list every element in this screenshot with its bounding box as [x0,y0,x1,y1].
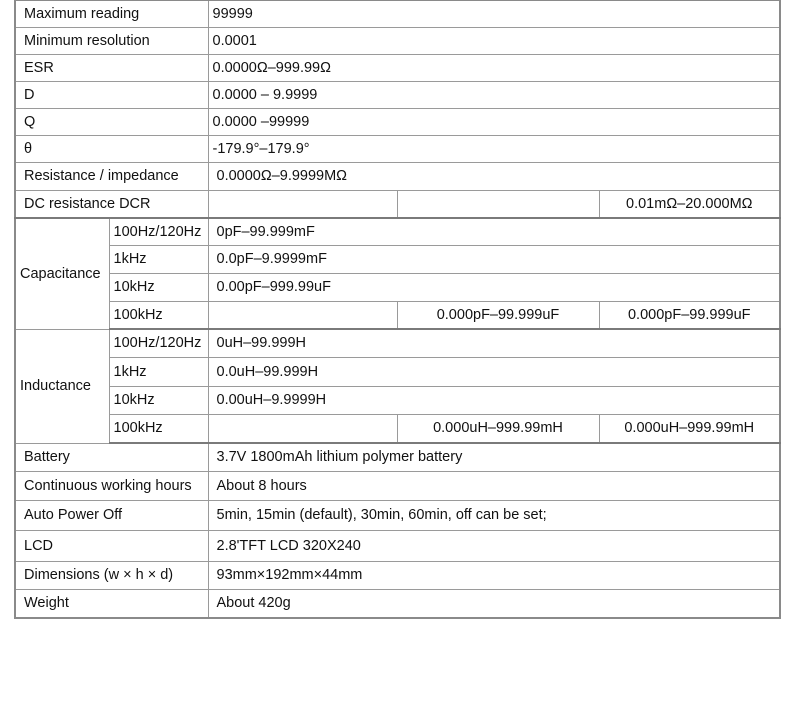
spec-row-lcd [15,530,780,561]
spec-empty-cell [397,190,599,218]
spec-row-inductance-100khz [15,414,780,443]
spec-value: 0.01mΩ–20.000MΩ [599,190,780,218]
spec-label: Minimum resolution [15,27,208,54]
spec-value: 99999 [208,0,780,27]
frequency-label: 1kHz [109,357,208,386]
spec-row-dcr [15,190,780,218]
spec-row-battery [15,443,780,471]
spec-row-resistance [15,162,780,190]
spec-row-d [15,81,780,108]
spec-row-q [15,108,780,135]
spec-row-esr [15,54,780,81]
spec-value: 93mm×192mm×44mm [208,561,780,589]
spec-value: 0.000pF–99.999uF [599,301,780,329]
spec-value: 0.00uH–9.9999H [208,386,780,414]
spec-value: About 420g [208,589,780,618]
frequency-label: 1kHz [109,245,208,273]
inductance-label: Inductance [15,329,109,443]
spec-row-capacitance-10khz [15,273,780,301]
frequency-label: 100kHz [109,414,208,443]
spec-value: About 8 hours [208,471,780,500]
spec-row-capacitance-1khz [15,245,780,273]
spec-value: 0.00pF–999.99uF [208,273,780,301]
capacitance-label: Capacitance [15,218,109,329]
spec-row-inductance-10khz [15,386,780,414]
spec-label: Resistance / impedance [15,162,208,190]
spec-row-inductance-1khz [15,357,780,386]
spec-row-capacitance-100khz [15,301,780,329]
spec-value: 0.0000 – 9.9999 [208,81,780,108]
spec-row-inductance-100hz [15,329,780,357]
frequency-label: 100Hz/120Hz [109,218,208,245]
spec-row-dimensions [15,561,780,589]
spec-value: 0.0000Ω–9.9999MΩ [208,162,780,190]
spec-empty-cell [208,414,397,443]
spec-row-theta [15,135,780,162]
spec-row-max-reading [15,0,780,27]
frequency-label: 100kHz [109,301,208,329]
frequency-label: 100Hz/120Hz [109,329,208,357]
spec-row-capacitance-100hz [15,218,780,245]
spec-label: Battery [15,443,208,471]
spec-label: Maximum reading [15,0,208,27]
specifications-table [14,0,781,619]
spec-value: 0uH–99.999H [208,329,780,357]
spec-label: Weight [15,589,208,618]
specifications-table-wrapper [14,0,779,619]
spec-value: 0.0uH–99.999H [208,357,780,386]
spec-label: Dimensions (w × h × d) [15,561,208,589]
spec-row-auto-power-off [15,500,780,530]
spec-label: Continuous working hours [15,471,208,500]
spec-value: 0.000uH–999.99mH [397,414,599,443]
spec-value: 3.7V 1800mAh lithium polymer battery [208,443,780,471]
spec-value: 0.0000Ω–999.99Ω [208,54,780,81]
spec-row-working-hours [15,471,780,500]
spec-label: ESR [15,54,208,81]
spec-label: DC resistance DCR [15,190,208,218]
spec-value: 0.0000 –99999 [208,108,780,135]
spec-row-weight [15,589,780,618]
spec-label: LCD [15,530,208,561]
spec-label: Auto Power Off [15,500,208,530]
spec-label: θ [15,135,208,162]
spec-value: 0.000uH–999.99mH [599,414,780,443]
spec-label: Q [15,108,208,135]
spec-empty-cell [208,190,397,218]
spec-value: -179.9°–179.9° [208,135,780,162]
spec-value: 0.0pF–9.9999mF [208,245,780,273]
spec-value: 5min, 15min (default), 30min, 60min, off can be set; [208,500,780,530]
spec-label: D [15,81,208,108]
frequency-label: 10kHz [109,273,208,301]
spec-row-min-resolution [15,27,780,54]
spec-value: 2.8'TFT LCD 320X240 [208,530,780,561]
spec-value: 0.000pF–99.999uF [397,301,599,329]
spec-value: 0.0001 [208,27,780,54]
spec-value: 0pF–99.999mF [208,218,780,245]
frequency-label: 10kHz [109,386,208,414]
spec-empty-cell [208,301,397,329]
